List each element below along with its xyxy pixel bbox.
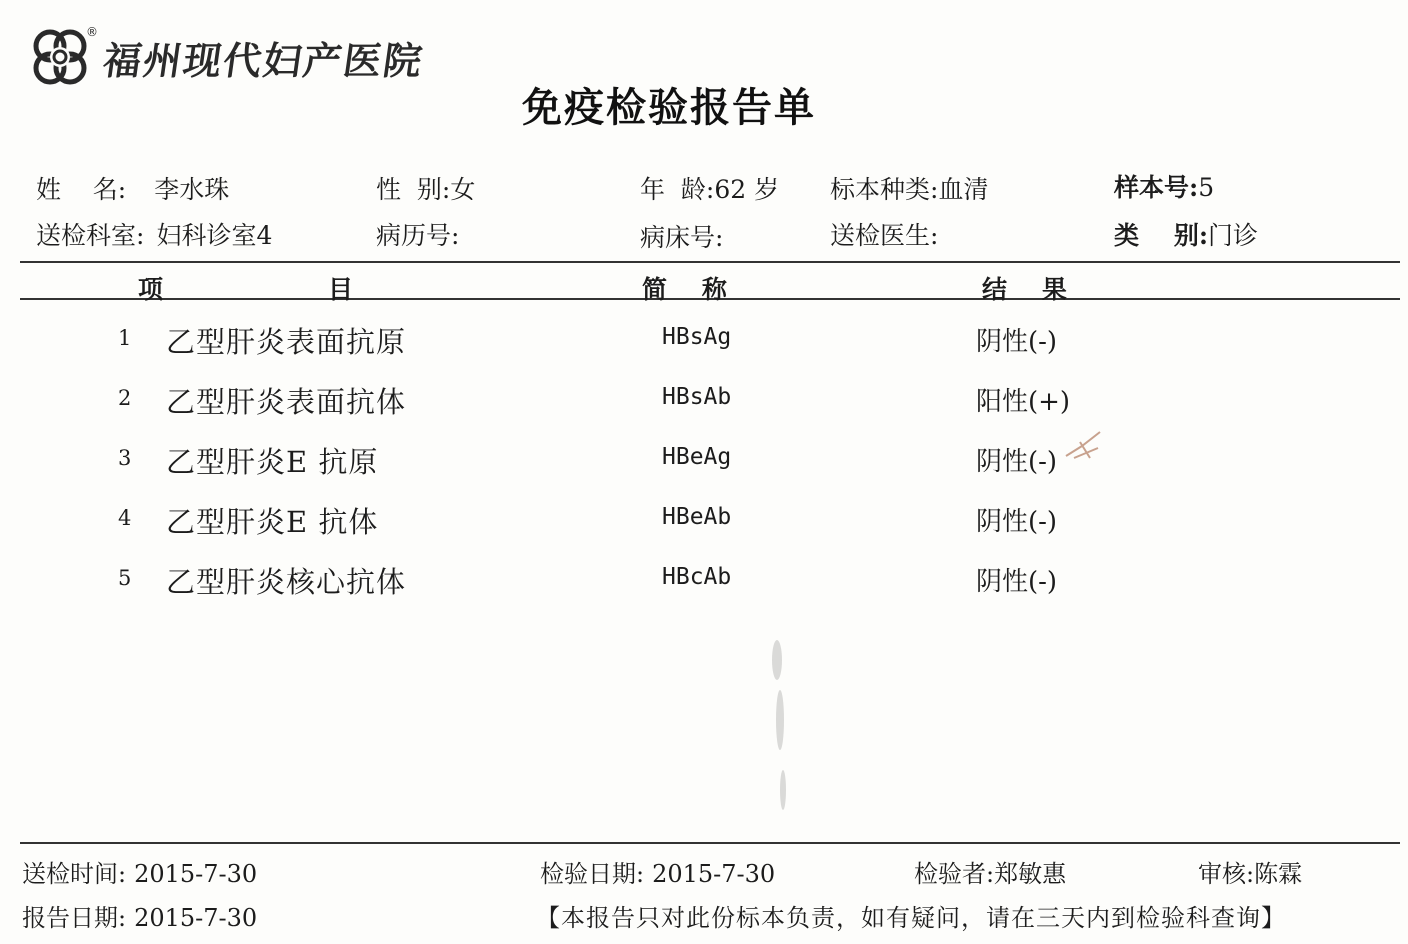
ink-mark <box>1060 428 1110 468</box>
age-field <box>640 170 779 206</box>
record-label: 病历号: <box>376 221 460 250</box>
test-abbreviation: HBcAb <box>662 564 732 590</box>
test-result: 阴性(-) <box>976 507 1058 537</box>
test-name: 乙型肝炎表面抗体 <box>166 385 407 419</box>
test-name: 乙型肝炎E 抗原 <box>166 445 379 479</box>
row-number: 1 <box>118 326 132 350</box>
tester-label: 检验者: <box>914 860 995 888</box>
test-date-value: 2015-7-30 <box>652 860 776 888</box>
specimen-label: 标本种类: <box>830 175 939 204</box>
bed-field <box>640 218 723 254</box>
name-label: 姓 名: <box>36 175 127 204</box>
test-abbreviation: HBsAg <box>662 324 732 350</box>
sample-no-label: 样本号: <box>1114 173 1199 202</box>
doctor-field <box>830 216 938 252</box>
category-label: 类 别: <box>1114 221 1209 250</box>
table-row <box>0 320 1408 380</box>
table-row <box>0 380 1408 440</box>
svg-text:®: ® <box>86 25 98 39</box>
category-field <box>1114 216 1258 252</box>
table-row <box>0 440 1408 500</box>
reviewer-value: 陈霖 <box>1254 860 1303 888</box>
bed-label: 病床号: <box>640 223 724 252</box>
table-top-rule <box>20 261 1400 263</box>
doctor-label: 送检医生: <box>830 221 939 250</box>
row-number: 4 <box>118 506 132 530</box>
hospital-name: 福州现代妇产医院 <box>100 39 427 83</box>
column-header-result: 结 果 <box>982 275 1067 304</box>
test-name: 乙型肝炎核心抗体 <box>166 565 407 599</box>
row-number: 3 <box>118 446 132 470</box>
table-row <box>0 560 1408 620</box>
reviewer-field <box>1198 854 1302 889</box>
test-date-field <box>540 854 775 889</box>
submit-time-label: 送检时间: <box>22 860 127 888</box>
dept-field <box>36 216 272 252</box>
report-date-field <box>22 898 257 933</box>
scan-smudge <box>776 690 784 750</box>
hospital-logo <box>22 24 98 94</box>
age-label: 年 龄: <box>640 175 715 204</box>
test-date-label: 检验日期: <box>540 860 645 888</box>
category-value: 门诊 <box>1208 221 1259 250</box>
sample-no-value: 5 <box>1198 173 1215 202</box>
report-date-value: 2015-7-30 <box>134 904 258 932</box>
report-date-label: 报告日期: <box>22 904 127 932</box>
submit-time-value: 2015-7-30 <box>134 860 258 888</box>
test-result: 阳性(+) <box>976 387 1071 417</box>
sex-label: 性 别: <box>376 175 451 204</box>
test-name: 乙型肝炎表面抗原 <box>166 325 407 359</box>
age-value: 62 岁 <box>714 175 780 204</box>
scan-smudge <box>780 770 786 810</box>
test-abbreviation: HBeAg <box>662 444 732 470</box>
column-header-item-2: 目 <box>328 275 354 304</box>
tester-field <box>914 854 1066 889</box>
row-number: 5 <box>118 566 132 590</box>
disclaimer-note: 【本报告只对此份标本负责，如有疑问，请在三天内到检验科查询】 <box>536 904 1286 932</box>
column-header-item: 项 <box>138 275 164 304</box>
specimen-value: 血清 <box>938 175 989 204</box>
table-row <box>0 500 1408 560</box>
specimen-field <box>830 170 988 206</box>
test-result: 阴性(-) <box>976 327 1058 357</box>
row-number: 2 <box>118 386 132 410</box>
sample-no-field <box>1114 168 1214 204</box>
record-field <box>376 216 459 252</box>
column-header-abbr: 简 称 <box>642 275 727 304</box>
test-result: 阴性(-) <box>976 447 1058 477</box>
name-value: 李水珠 <box>154 175 230 204</box>
tester-value: 郑敏惠 <box>994 860 1067 888</box>
dept-label: 送检科室: <box>36 221 145 250</box>
reviewer-label: 审核: <box>1198 860 1255 888</box>
test-result: 阴性(-) <box>976 567 1058 597</box>
dept-value: 妇科诊室4 <box>156 221 273 250</box>
submit-time-field <box>22 854 257 889</box>
sex-field <box>376 170 475 206</box>
scan-smudge <box>772 640 782 680</box>
test-name: 乙型肝炎E 抗体 <box>166 505 379 539</box>
name-field <box>36 170 229 206</box>
test-abbreviation: HBsAb <box>662 384 732 410</box>
sex-value: 女 <box>450 175 476 204</box>
report-title: 免疫检验报告单 <box>522 85 816 131</box>
test-abbreviation: HBeAb <box>662 504 732 530</box>
footer-rule <box>20 842 1400 844</box>
